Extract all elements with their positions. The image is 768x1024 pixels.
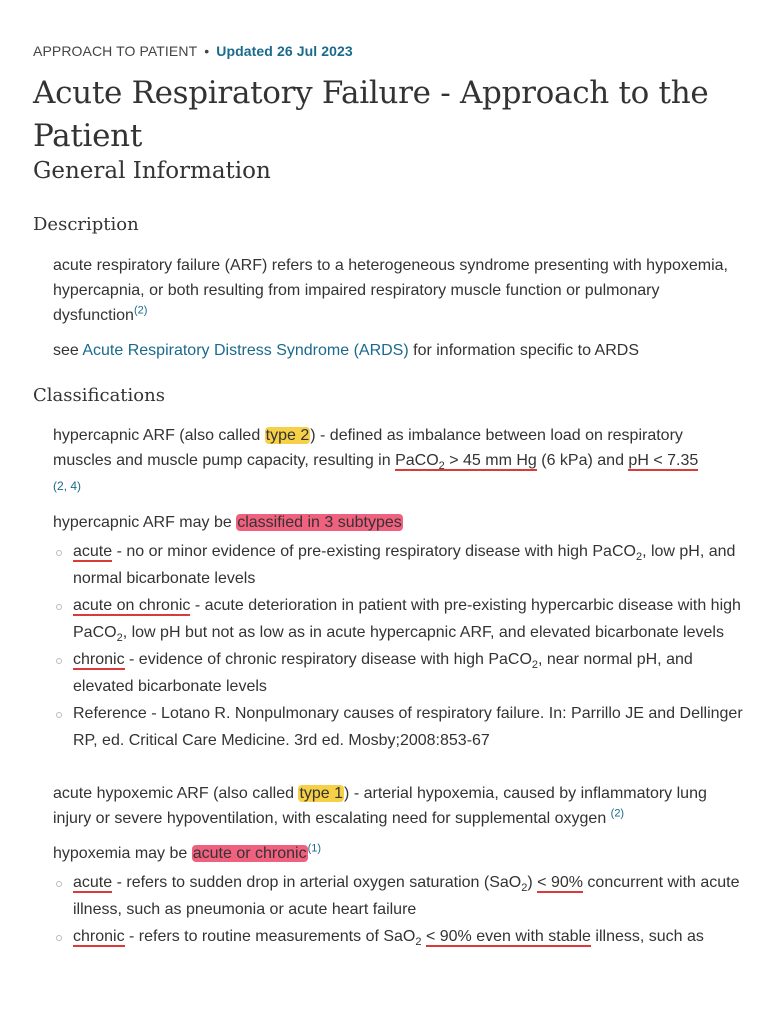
updated-date: Updated 26 Jul 2023 [216,43,353,59]
paco2-subscript: 2 [438,460,445,473]
article-meta [33,43,353,59]
citation-sep: , [63,479,71,493]
description-text: acute respiratory failure (ARF) refers to a heterogeneous syndrome presenting with hypoxemia, hypercapnia, or both resulting from impaired respiratory muscle function or pulmonary dysfunction [53,257,728,324]
paco2-value: > 45 mm Hg [444,452,537,469]
see-also-prefix: see [53,342,83,359]
paco2-threshold [395,452,537,471]
list-item [53,923,743,950]
subtypes-intro-text: hypercapnic ARF may be [53,514,237,531]
subscript: 2 [116,632,123,645]
subtype-term: acute [73,543,113,560]
see-also-paragraph [53,338,743,363]
subtypes-intro [53,510,743,535]
list-item [53,538,743,592]
ards-link[interactable]: Acute Respiratory Distress Syndrome (ARDS) [82,342,409,359]
hypercapnic-text-3: (6 kPa) and [536,452,629,469]
subscript: 2 [521,882,528,895]
highlight-type-2: type 2 [265,427,310,444]
highlight-3-subtypes: classified in 3 subtypes [237,514,402,531]
reference-text: Reference - Lotano R. Nonpulmonary causes of respiratory failure. In: Parrillo JE and Dellinger RP, ed. Critical Care Medicine. 3rd ed. Mosby;2008:853-67 [73,705,743,749]
paco2-label: PaCO [395,452,439,469]
subtype-text: - acute deterioration in patient with pre-existing hypercarbic disease with high PaCO [73,597,741,641]
hypoxemia-text-1: - refers to routine measurements of SaO [124,928,416,945]
list-item [53,646,743,700]
list-item [53,869,743,923]
ph-threshold: pH < 7.35 [628,452,699,469]
see-also-suffix: for information specific to ARDS [408,342,639,359]
citation-link[interactable]: (1) [307,842,322,855]
description-paragraph [53,253,743,328]
page-title: Acute Respiratory Failure - Approach to the Patient [33,75,709,154]
hypoxemia-intro-text: hypoxemia may be [53,845,192,862]
sao2-threshold: < 90% even with stable [425,928,591,945]
subscript: 2 [415,936,422,949]
subtype-tail: , low pH but not as low as in acute hypercapnic ARF, and elevated bicarbonate levels [122,624,724,641]
section-heading: General Information [33,158,271,184]
sao2-threshold: < 90% [537,874,583,891]
hypoxemia-text-3: illness, such as [590,928,704,945]
hypercapnic-paragraph [53,423,743,499]
hypoxemic-text-2: ) - arterial hypoxemia, caused by inflammatory lung injury or severe hypoventilation, with escalating need for supplemental oxygen [53,785,707,827]
subscript: 2 [635,551,643,564]
hypoxemia-text-1: - refers to sudden drop in arterial oxygen saturation (SaO [112,874,522,891]
hypoxemic-text-1: acute hypoxemic ARF (also called [53,785,299,802]
category-label: APPROACH TO PATIENT [33,43,198,59]
hypoxemia-term: acute [73,874,113,891]
citation-open: ( [53,479,57,493]
hypoxemic-paragraph [53,781,743,831]
description-heading: Description [33,214,139,235]
subtype-term: chronic [73,651,125,668]
highlight-acute-or-chronic: acute or chronic [192,845,307,862]
hypercapnic-text-2: ) - defined as imbalance between load on respiratory muscles and muscle pump capacity, resulting in [53,427,683,469]
hypoxemia-text-2: ) [527,874,538,891]
subtype-tail: , near normal pH, and elevated bicarbonate levels [73,651,693,695]
citation-link[interactable]: (2) [610,807,625,820]
citation-link-4[interactable]: 4 [70,479,78,493]
citation-group [53,479,81,493]
subtype-text: - no or minor evidence of pre-existing respiratory disease with high PaCO [112,543,636,560]
highlight-type-1: type 1 [299,785,344,802]
citation-link[interactable]: (2) [133,304,148,317]
hypoxemia-term: chronic [73,928,125,945]
subtype-term: acute on chronic [73,597,191,614]
hypercapnic-text-1: hypercapnic ARF (also called [53,427,265,444]
subtypes-list [53,538,743,754]
subtype-tail: , low pH, and normal bicarbonate levels [73,543,736,587]
meta-separator: • [204,43,210,59]
subtype-text: - evidence of chronic respiratory disease with high PaCO [124,651,532,668]
list-item [53,592,743,646]
list-item [53,700,743,754]
subscript: 2 [531,659,539,672]
classifications-heading: Classifications [33,385,165,406]
citation-close: ) [77,479,82,493]
citation-link-2[interactable]: 2 [57,479,64,493]
hypoxemia-text-3: concurrent with acute illness, such as pneumonia or acute heart failure [73,874,740,918]
hypoxemia-types-list [53,869,743,950]
hypoxemia-intro [53,841,743,866]
